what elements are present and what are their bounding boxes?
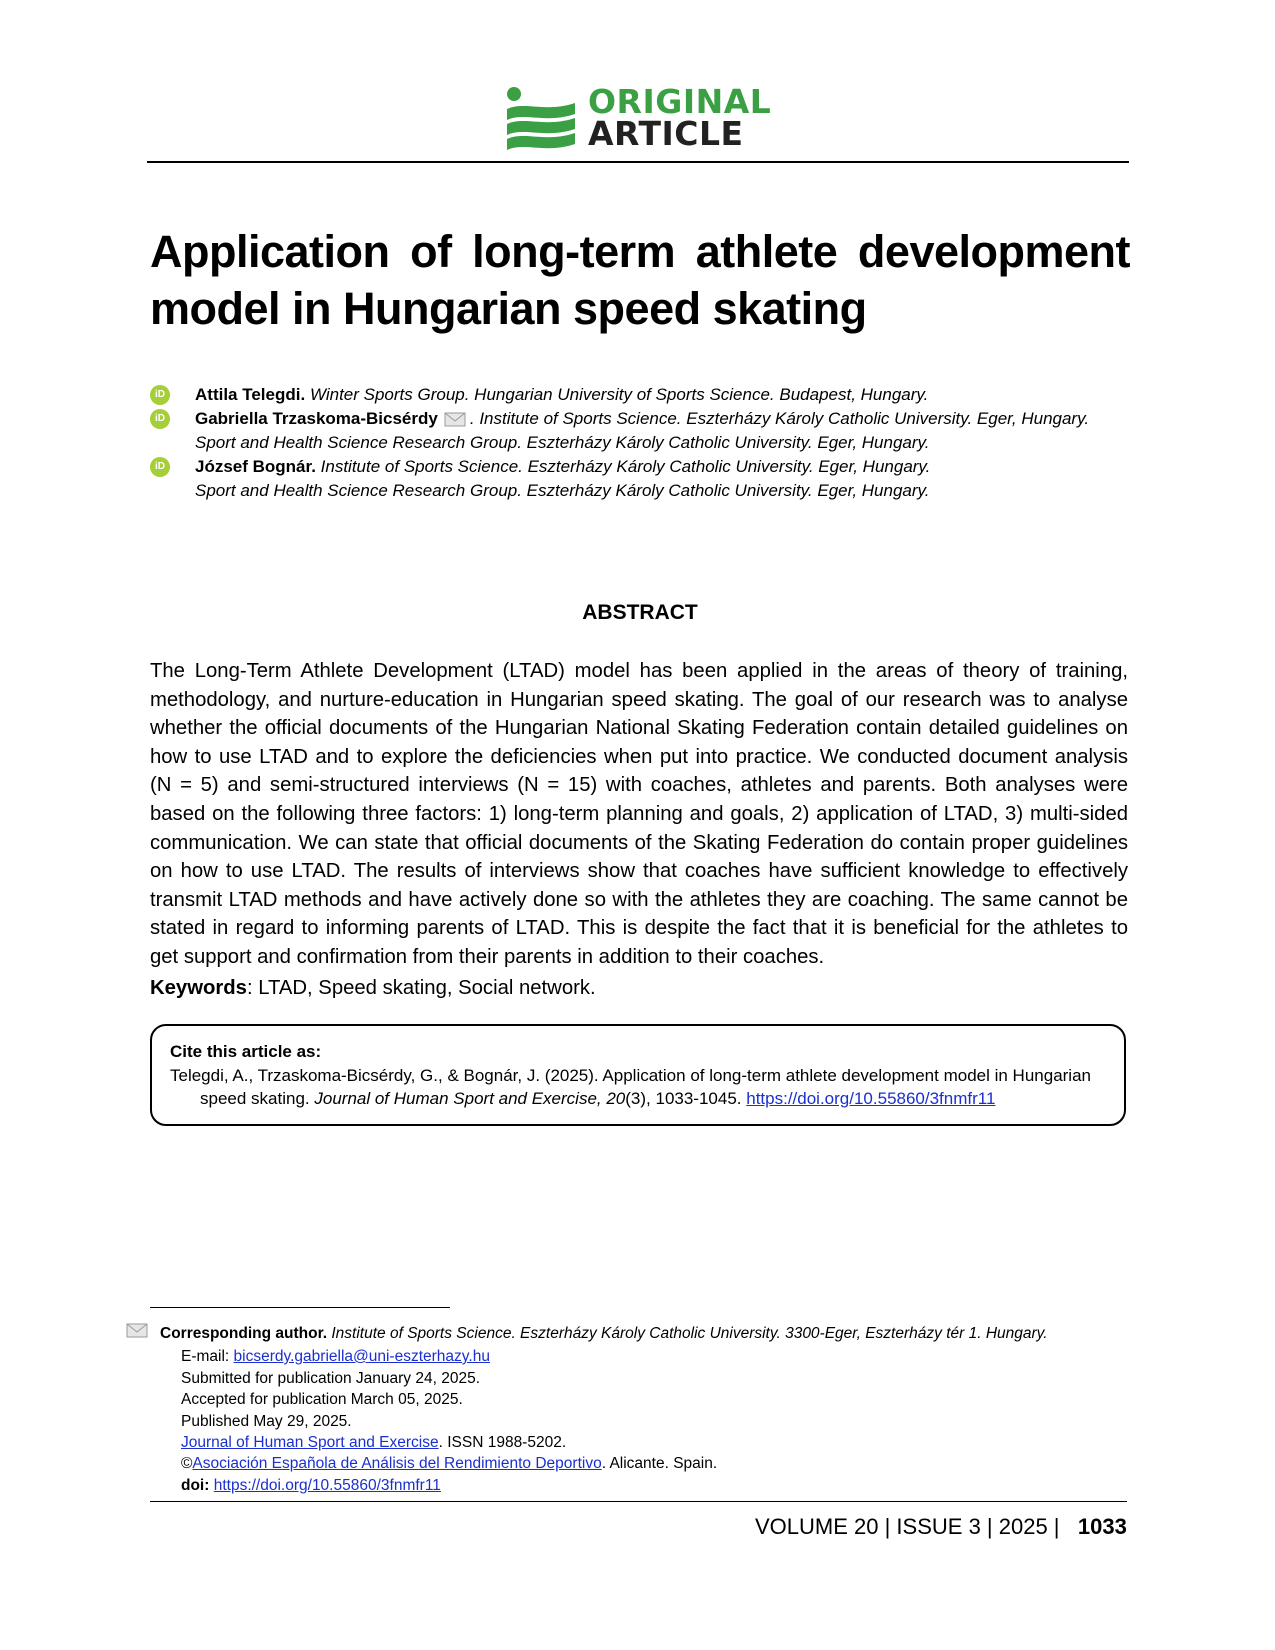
author-name: József Bognár. [195,457,316,476]
citation-text-line2 [200,1087,995,1110]
doi-label: doi: [181,1477,210,1494]
orcid-icon[interactable]: iD [150,409,170,429]
abstract-line: (N = 5) and semi-structured interviews (N = 15) with coaches, athletes and parents. Both analyses were [150,774,1128,797]
journal-logo-icon [505,85,577,151]
email-line [181,1346,490,1367]
footer-divider [150,1501,1127,1502]
mail-icon [126,1322,148,1338]
email-link[interactable]: bicserdy.gabriella@uni-eszterhazy.hu [233,1348,490,1365]
copyright-line [181,1453,717,1474]
author-name: Gabriella Trzaskoma-Bicsérdy [195,409,438,428]
orcid-icon[interactable]: iD [150,457,170,477]
author-entry-telegdi [150,383,1150,407]
email-label: E-mail: [181,1348,230,1365]
abstract-line: transmit LTAD methods and have actively done so with the athletes they are coaching. The same cannot be [150,888,1128,911]
author-affiliation: Institute of Sports Science. Eszterházy Károly Catholic University. Eger, Hungary. [320,457,931,476]
abstract-heading: ABSTRACT [582,601,698,624]
orcid-icon[interactable]: iD [150,385,170,405]
corresponding-marker: . [469,409,475,428]
copyright-symbol: © [181,1455,193,1472]
author-entry-trzaskoma-bicserdy [150,407,1150,455]
abstract-body [150,657,1128,972]
publisher-link[interactable]: Asociación Española de Análisis del Rendimiento Deportivo [192,1455,602,1472]
abstract-line: on how to use LTAD. The results of interviews show that coaches have sufficient knowledge to effectively [150,860,1128,883]
published-date: Published May 29, 2025. [181,1413,352,1430]
abstract-line: whether the official documents of the Hungarian National Skating Federation contain detailed guidelines on [150,717,1128,740]
abstract-line: how to use LTAD and to explore the deficiencies when put into practice. We conducted document analysis [150,745,1128,768]
citation-label: Cite this article as: [170,1042,322,1061]
doi-link[interactable]: https://doi.org/10.55860/3fnmfr11 [213,1477,441,1494]
abstract-line: communication. We can state that official documents of the Skating Federation do contain proper guidelines [150,831,1128,854]
mail-icon[interactable] [444,411,466,427]
author-affiliation: Winter Sports Group. Hungarian University of Sports Science. Budapest, Hungary. [309,385,929,404]
citation-plain: speed skating. [200,1089,310,1108]
corresponding-author-line [160,1323,1048,1344]
abstract-line: The Long-Term Athlete Development (LTAD) model has been applied in the areas of theory of training, [150,660,1128,682]
page-footer [755,1513,1127,1541]
publisher-location: . Alicante. Spain. [601,1455,718,1472]
citation-text-line1: Telegdi, A., Trzaskoma-Bicsérdy, G., & Bognár, J. (2025). Application of long-term athlete development model in Hungarian [170,1066,1091,1085]
author-entry-bognar [150,455,1150,503]
submitted-date: Submitted for publication January 24, 2025. [181,1370,480,1387]
author-affiliation-2: Sport and Health Science Research Group. Eszterházy Károly Catholic University. Eger, Hungary. [195,481,930,500]
article-title: Application of long-term athlete development model in Hungarian speed skating [150,226,1130,334]
accepted-date: Accepted for publication March 05, 2025. [181,1391,463,1408]
citation-issue-pages: (3), 1033-1045. [625,1089,742,1108]
citation-journal: Journal of Human Sport and Exercise, 20 [314,1089,626,1108]
author-affiliation: Institute of Sports Science. Eszterházy Károly Catholic University. Eger, Hungary. [479,409,1090,428]
badge-line-article: ARTICLE [588,114,744,153]
author-name: Attila Telegdi. [195,385,306,404]
citation-doi-link[interactable]: https://doi.org/10.55860/3fnmfr11 [746,1089,996,1108]
badge-line-original: ORIGINAL [588,82,772,121]
page-number: 1033 [1077,1514,1127,1539]
abstract-line: methodology, and nurture-education in Hungarian speed skating. The goal of our research was to analyse [150,688,1128,711]
issn: . ISSN 1988-5202. [438,1434,567,1451]
abstract-line: based on the following three factors: 1) long-term planning and goals, 2) application of LTAD, 3) multi-sided [150,802,1128,825]
abstract-line: stated in regard to informing parents of LTAD. This is despite the fact that it is beneficial for the athletes to [150,917,1128,940]
journal-issn-line [181,1432,566,1453]
journal-link[interactable]: Journal of Human Sport and Exercise [181,1434,439,1451]
volume-info: VOLUME 20 | ISSUE 3 | 2025 | [755,1514,1060,1539]
corresponding-affiliation: Institute of Sports Science. Eszterházy Károly Catholic University. 3300-Eger, Eszterházy tér 1. Hungary. [331,1325,1048,1342]
header-divider [147,161,1129,163]
corresponding-label: Corresponding author. [160,1325,328,1342]
keywords [150,974,596,1002]
keywords-label: Keywords [150,977,247,999]
doi-line [181,1475,441,1496]
author-affiliation-2: Sport and Health Science Research Group. Eszterházy Károly Catholic University. Eger, Hungary. [195,433,930,452]
original-article-badge [505,82,775,153]
footnote-divider [150,1307,450,1308]
abstract-line: get support and confirmation from their parents in addition to their coaches. [150,945,825,968]
keywords-list: : LTAD, Speed skating, Social network. [246,977,596,999]
